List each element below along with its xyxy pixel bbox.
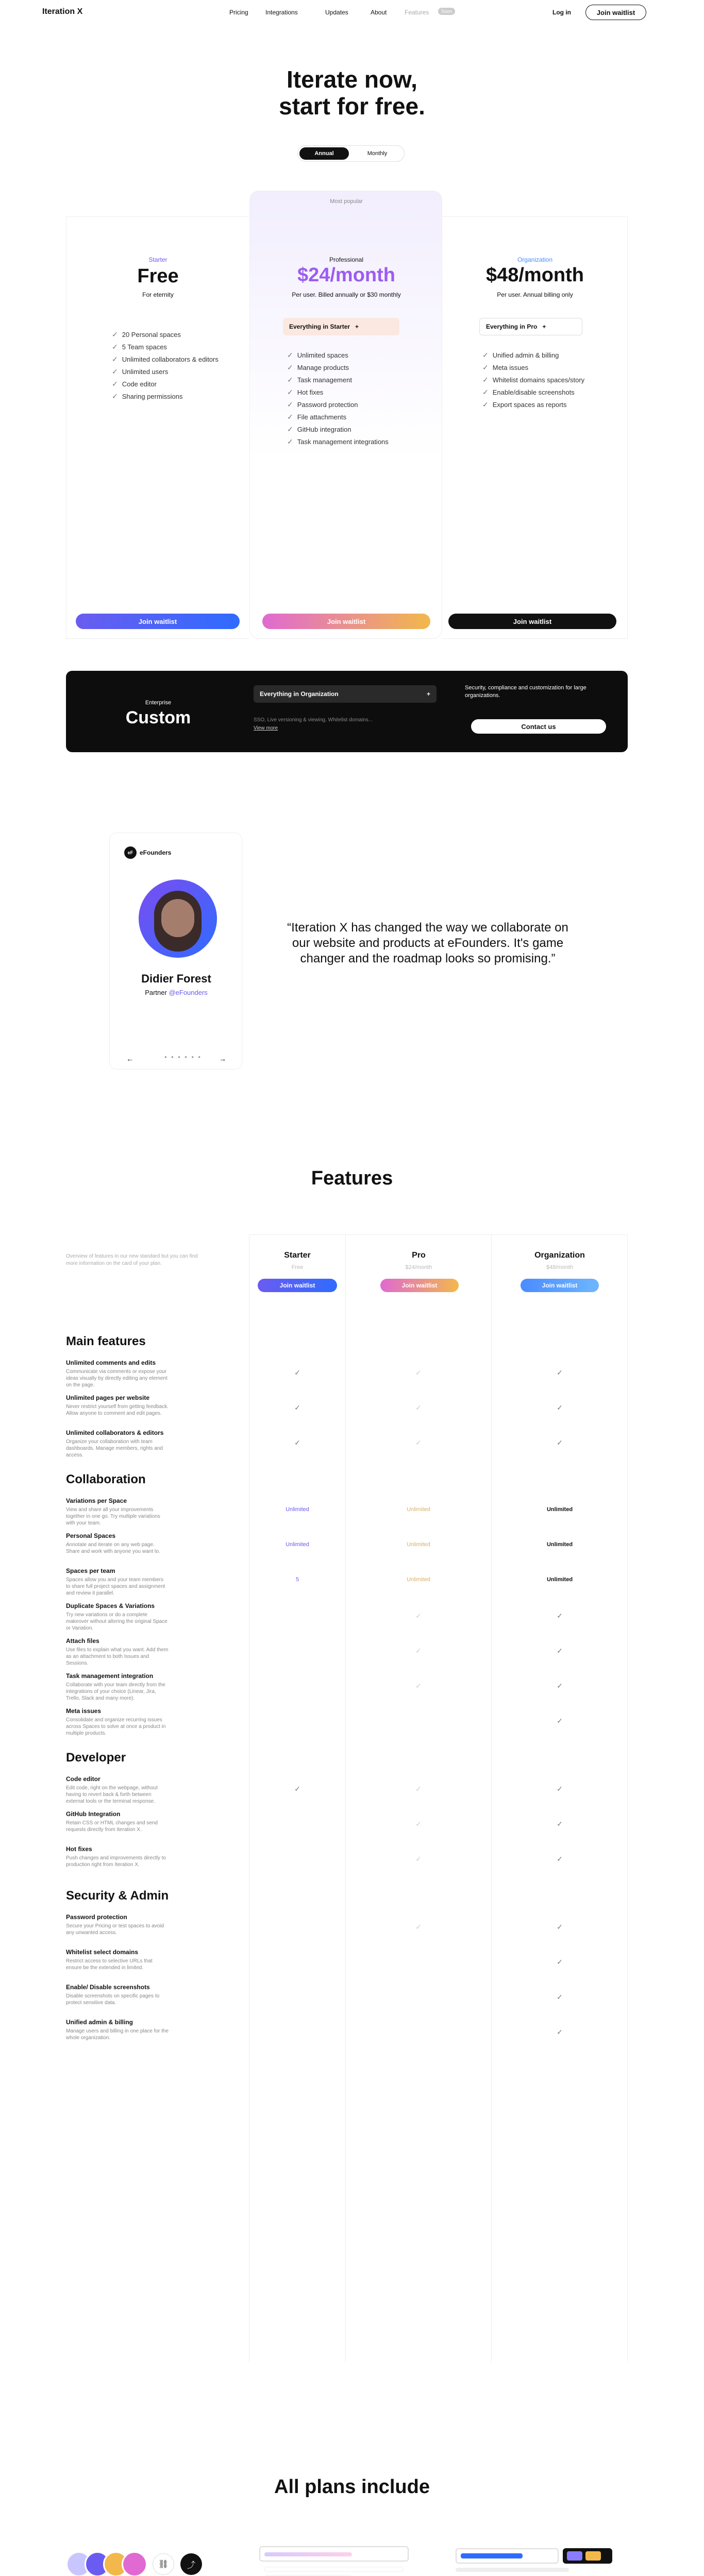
- col-org-price: $48/month: [546, 1264, 573, 1270]
- check-icon: ✓: [294, 1403, 300, 1412]
- toggle-annual[interactable]: Annual: [299, 147, 349, 160]
- logo[interactable]: Iteration X: [42, 7, 83, 16]
- plan-label: Organization: [517, 256, 553, 263]
- col-pro-name: Pro: [412, 1251, 426, 1260]
- feature-desc: View and share all your improvements together in one go. Try multiple variations with your team.: [66, 1507, 160, 1526]
- nav-item-updates[interactable]: Updates: [325, 9, 348, 16]
- check-icon: ✓: [415, 1647, 422, 1655]
- table-row: [66, 1394, 169, 1417]
- check-icon: ✓: [112, 379, 118, 388]
- all-plans-title: All plans include: [274, 2476, 430, 2498]
- avatars-illustration: [65, 2546, 214, 2576]
- list-item: ✓ Unlimited collaborators & editors: [112, 354, 219, 363]
- table-row: [66, 1567, 169, 1597]
- check-icon: ✓: [415, 1820, 422, 1828]
- check-icon: ✓: [557, 1717, 563, 1725]
- login-link[interactable]: Log in: [552, 9, 571, 16]
- list-item: ✓ Sharing permissions: [112, 392, 183, 400]
- feature-name: Duplicate Spaces & Variations: [66, 1602, 155, 1609]
- enterprise-right-text: Security, compliance and customization for large organizations.: [465, 685, 586, 699]
- feature-section-title: Security & Admin: [66, 1889, 169, 1903]
- enterprise-title: Custom: [125, 708, 191, 727]
- feature-name: Personal Spaces: [66, 1532, 116, 1539]
- feature-name: Spaces per team: [66, 1567, 115, 1574]
- col-starter-price: Free: [291, 1264, 304, 1270]
- top-nav: [0, 0, 704, 25]
- feature-name: Attach files: [66, 1637, 99, 1645]
- col-pro-price: $24/month: [405, 1264, 432, 1270]
- feature-section-title: Main features: [66, 1334, 146, 1348]
- feature-desc: Never restrict yourself from getting feedback. Allow anyone to comment and edit pages.: [66, 1404, 169, 1416]
- feature-desc: Spaces allow you and your team members to share full project spaces and assignment and review it parallel.: [66, 1577, 165, 1596]
- check-icon: ✓: [482, 387, 489, 396]
- check-icon: ✓: [557, 2028, 563, 2036]
- check-icon: ✓: [482, 375, 489, 384]
- check-icon: ✓: [415, 1855, 422, 1863]
- feature-name: Unlimited collaborators & editors: [66, 1429, 164, 1436]
- check-icon: ✓: [557, 1958, 563, 1966]
- carousel-dots[interactable]: ● ● ● ● ● ●: [164, 1055, 203, 1059]
- cell-value: Unlimited: [286, 1506, 309, 1513]
- testimonial-quote: “Iteration X has changed the way we collaborate on our website and products at eFounders. It's game changer and the roadmap looks so promising.”: [287, 921, 568, 965]
- org-plan-card: [442, 216, 628, 639]
- check-icon: ✓: [287, 400, 293, 409]
- table-row: [66, 1707, 169, 1737]
- check-icon: ✓: [415, 1682, 422, 1690]
- check-icon: ✓: [557, 1403, 563, 1412]
- check-icon: ✓: [415, 1923, 422, 1931]
- check-icon: ✓: [294, 1785, 300, 1793]
- feature-desc: Manage users and billing in one place for the whole organization.: [66, 2028, 169, 2041]
- feature-name: Unlimited comments and edits: [66, 1359, 156, 1366]
- feature-name: Unlimited pages per website: [66, 1394, 150, 1401]
- browser-illustration: [259, 2546, 409, 2576]
- list-item: ✓ Export spaces as reports: [482, 400, 567, 409]
- person-name: Didier Forest: [141, 972, 211, 985]
- check-icon: ✓: [415, 1612, 422, 1620]
- list-item: ✓ Code editor: [112, 379, 157, 388]
- check-icon: ✓: [557, 1855, 563, 1863]
- check-icon: ✓: [287, 387, 293, 396]
- list-item: ✓ Unified admin & billing: [482, 350, 559, 359]
- check-icon: ✓: [287, 350, 293, 359]
- table-row: [66, 1913, 169, 1936]
- feature-name: Unified admin & billing: [66, 2019, 133, 2026]
- feature-desc: Edit code, right on the webpage, without having to revert back & forth between external tools or the terminal response.: [66, 1785, 158, 1804]
- soon-badge: Soon: [438, 8, 455, 15]
- avatar: [139, 879, 217, 958]
- feature-desc: Use files to explain what you want. Add them as an attachment to both Issues and Sessions.: [66, 1647, 169, 1666]
- share-icon: ⤴: [180, 2553, 202, 2575]
- join-waitlist-button[interactable]: Join waitlist: [585, 5, 646, 20]
- plus-icon: +: [355, 323, 359, 330]
- check-icon: ✓: [112, 392, 118, 400]
- check-icon: ✓: [557, 1647, 563, 1655]
- feature-list: [482, 349, 584, 411]
- list-item: ✓ 20 Personal spaces: [112, 330, 181, 338]
- plan-label: Starter: [148, 256, 167, 263]
- table-row: [66, 1672, 169, 1702]
- plus-icon: +: [426, 690, 430, 698]
- person-role: Partner @eFounders: [145, 989, 208, 996]
- list-item: ✓ Task management integrations: [287, 437, 389, 446]
- list-item: ✓ File attachments: [287, 412, 347, 421]
- nav-item-pricing[interactable]: Pricing: [229, 9, 248, 16]
- table-row: [66, 1602, 169, 1632]
- feature-list: [112, 328, 219, 402]
- nav-item-features[interactable]: Features: [405, 9, 429, 16]
- check-icon: ✓: [482, 400, 489, 409]
- avatar: [122, 2551, 147, 2576]
- list-item: ✓ Whitelist domains spaces/story: [482, 375, 585, 384]
- check-icon: ✓: [415, 1368, 422, 1377]
- feature-name: Variations per Space: [66, 1497, 127, 1504]
- check-icon: ✓: [557, 1438, 563, 1447]
- check-icon: ✓: [415, 1403, 422, 1412]
- everything-in-starter[interactable]: Everything in Starter +: [283, 318, 399, 335]
- check-icon: ✓: [112, 367, 118, 376]
- feature-name: Task management integration: [66, 1672, 154, 1680]
- check-icon: ✓: [557, 1785, 563, 1793]
- cell-value: Unlimited: [546, 1541, 573, 1548]
- list-item: ✓ Meta issues: [482, 363, 529, 371]
- table-row: [66, 1429, 169, 1459]
- check-icon: ✓: [287, 363, 293, 371]
- check-icon: ✓: [287, 425, 293, 433]
- enterprise-card: [66, 671, 628, 752]
- plan-note: Per user. Billed annually or $30 monthly: [292, 291, 401, 298]
- billing-toggle: [297, 145, 405, 162]
- plan-price: Free: [137, 265, 179, 287]
- table-row: [66, 2019, 169, 2041]
- starter-plan-card: [66, 216, 249, 639]
- everything-in-pro[interactable]: Everything in Pro +: [479, 318, 582, 335]
- feature-desc: Secure your Pricing or test spaces to avoid any unwanted access.: [66, 1923, 164, 1936]
- feature-name: Enable/ Disable screenshots: [66, 1984, 150, 1991]
- nav-item-integrations[interactable]: Integrations: [265, 9, 298, 16]
- check-icon: ✓: [415, 1438, 422, 1447]
- feature-name: Meta issues: [66, 1707, 102, 1715]
- view-more-link[interactable]: View more: [254, 725, 278, 731]
- table-row: [66, 1497, 169, 1527]
- toggle-monthly[interactable]: Monthly: [367, 150, 388, 157]
- feature-section-title: Collaboration: [66, 1472, 146, 1486]
- check-icon: ✓: [482, 350, 489, 359]
- comments-illustration: [454, 2546, 613, 2576]
- list-item: ✓ Enable/disable screenshots: [482, 387, 575, 396]
- cell-value: 5: [295, 1577, 299, 1583]
- feature-desc: Collaborate with your team directly from the integrations of your choice (Linear, Jira, Trello, Slack and many more).: [66, 1682, 165, 1701]
- check-icon: ✓: [287, 375, 293, 384]
- enterprise-label: Enterprise: [145, 700, 172, 706]
- plan-price: $48/month: [485, 264, 584, 286]
- check-icon: ✓: [557, 1820, 563, 1828]
- cell-value: Unlimited: [546, 1506, 573, 1513]
- table-row: [66, 1532, 169, 1555]
- nav-item-about[interactable]: About: [371, 9, 387, 16]
- testimonial-card: [109, 833, 242, 1070]
- features-title: Features: [311, 1167, 393, 1189]
- features-intro: Overview of features in our new standard but you can find more information on the card of your plan.: [66, 1253, 198, 1266]
- plan-label: Professional: [329, 256, 364, 263]
- table-row: [66, 1810, 169, 1833]
- brand-name: eFounders: [140, 849, 172, 856]
- check-icon: ✓: [294, 1368, 300, 1377]
- check-icon: ✓: [557, 1612, 563, 1620]
- cell-value: Unlimited: [407, 1506, 430, 1513]
- feature-name: GitHub Integration: [66, 1810, 121, 1818]
- col-org-join-button[interactable]: Join waitlist: [521, 1279, 599, 1292]
- check-icon: ✓: [287, 412, 293, 421]
- feature-desc: Annotate and iterate on any web page. Share and work with anyone you want to.: [66, 1542, 160, 1554]
- col-starter-name: Starter: [284, 1251, 311, 1260]
- starter-join-button[interactable]: Join waitlist: [76, 614, 240, 629]
- feature-desc: Disable screenshots on specific pages to protect sensitive data.: [66, 1993, 160, 2006]
- table-row: [66, 1637, 169, 1667]
- list-item: ✓ Hot fixes: [287, 387, 324, 396]
- pro-join-button[interactable]: Join waitlist: [262, 614, 430, 629]
- feature-desc: Communicate via comments or expose your ideas visually by directly editing any element on the page.: [66, 1369, 167, 1388]
- feature-name: Hot fixes: [66, 1845, 92, 1853]
- check-icon: ✓: [557, 1682, 563, 1690]
- feature-section-title: Developer: [66, 1751, 126, 1765]
- check-icon: ✓: [557, 1993, 563, 2001]
- pro-plan-card: [249, 191, 442, 639]
- plan-price: $24/month: [297, 264, 396, 286]
- list-item: ✓ Manage products: [287, 363, 349, 371]
- feature-desc: Consolidate and organize recurring issues across Spaces to solve at once a product in multiple products.: [66, 1717, 166, 1736]
- list-item: ✓ Task management: [287, 375, 352, 384]
- hero-title: Iterate now, start for free.: [279, 66, 425, 120]
- plus-icon: +: [542, 323, 546, 330]
- list-item: ✓ Unlimited users: [112, 367, 169, 376]
- feature-desc: Restrict access to selective URLs that ensure be the extended in limited.: [66, 1958, 153, 1971]
- check-icon: ✓: [112, 342, 118, 351]
- col-starter-join-button[interactable]: Join waitlist: [258, 1279, 337, 1292]
- enterprise-desc: SSO, Live versioning & viewing, Whitelist domains...: [254, 717, 373, 723]
- list-item: ✓ GitHub integration: [287, 425, 351, 433]
- table-row: [66, 1775, 169, 1805]
- arrow-right-icon[interactable]: →: [219, 1055, 226, 1063]
- contact-us-button[interactable]: Contact us: [471, 719, 606, 734]
- everything-in-org[interactable]: Everything in Organization +: [254, 685, 437, 703]
- feature-name: Whitelist select domains: [66, 1948, 139, 1956]
- table-row: [66, 1984, 169, 2006]
- check-icon: ✓: [287, 437, 293, 446]
- list-item: ✓ 5 Team spaces: [112, 342, 167, 351]
- feature-name: Code editor: [66, 1775, 100, 1783]
- table-row: [66, 1845, 169, 1868]
- cell-value: Unlimited: [407, 1577, 430, 1583]
- list-item: ✓ Unlimited spaces: [287, 350, 348, 359]
- feature-name: Password protection: [66, 1913, 127, 1921]
- table-row: [66, 1359, 169, 1388]
- link-icon: ⛓: [153, 2553, 174, 2575]
- check-icon: ✓: [112, 354, 118, 363]
- cell-value: Unlimited: [407, 1541, 430, 1548]
- table-row: [66, 1948, 169, 1971]
- efounders-logo-icon: eF: [124, 846, 137, 859]
- check-icon: ✓: [557, 1923, 563, 1931]
- feature-desc: Retain CSS or HTML changes and send requests directly from Iteration X.: [66, 1820, 158, 1833]
- plan-note: Per user. Annual billing only: [497, 291, 573, 298]
- check-icon: ✓: [415, 1785, 422, 1793]
- check-icon: ✓: [482, 363, 489, 371]
- check-icon: ✓: [112, 330, 118, 338]
- most-popular-label: Most popular: [330, 198, 363, 205]
- cell-value: Unlimited: [286, 1541, 309, 1548]
- feature-desc: Push changes and improvements directly to production right from Iteration X.: [66, 1855, 166, 1868]
- col-pro-join-button[interactable]: Join waitlist: [380, 1279, 459, 1292]
- org-join-button[interactable]: Join waitlist: [448, 614, 616, 629]
- feature-desc: Try new variations or do a complete makeover without altering the original Space or Variation.: [66, 1612, 167, 1631]
- list-item: ✓ Password protection: [287, 400, 358, 409]
- check-icon: ✓: [294, 1438, 300, 1447]
- col-org-name: Organization: [534, 1251, 585, 1260]
- plan-note: For eternity: [142, 291, 174, 298]
- feature-list: [287, 349, 389, 448]
- feature-desc: Organize your collaboration with team dashboards. Manage members, rights and access.: [66, 1439, 163, 1458]
- cell-value: Unlimited: [546, 1577, 573, 1583]
- check-icon: ✓: [557, 1368, 563, 1377]
- arrow-left-icon[interactable]: ←: [126, 1055, 133, 1063]
